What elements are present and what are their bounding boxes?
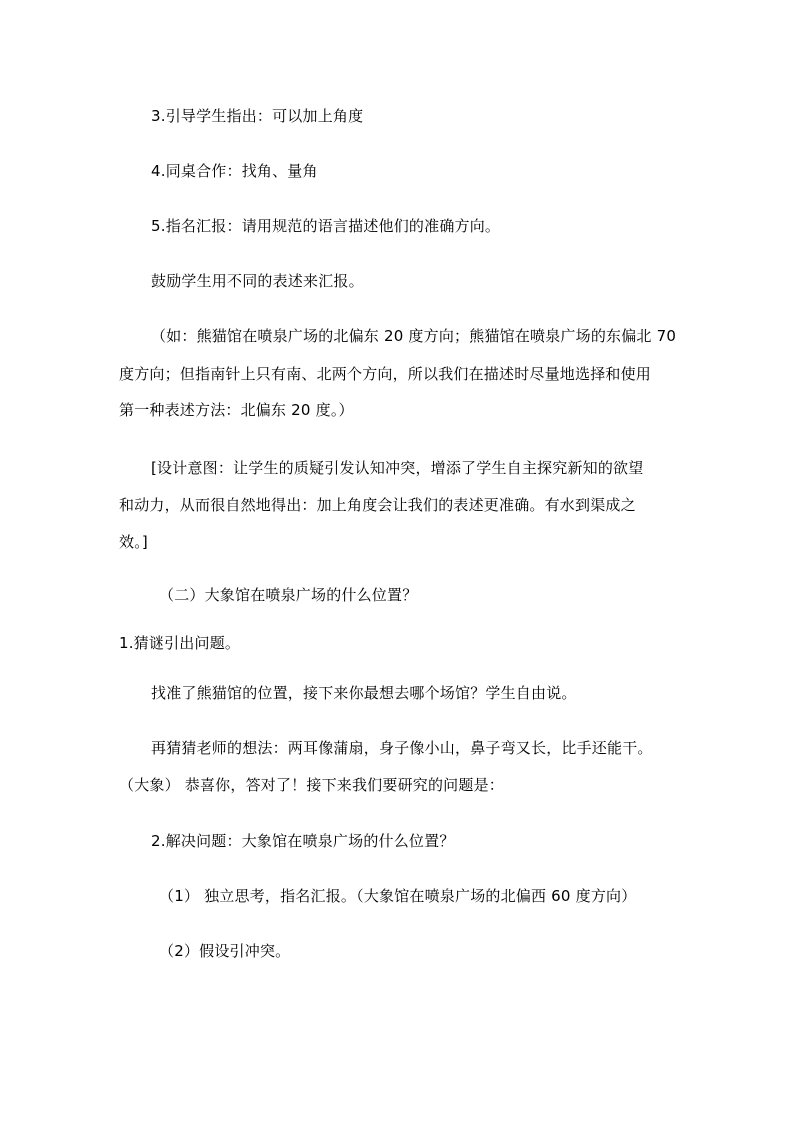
section-heading-2: （二）大象馆在喷泉广场的什么位置？ [159, 586, 418, 604]
example-line-3: 第一种表述方法：北偏东 20 度。） [119, 401, 354, 419]
example-line-1: （如：熊猫馆在喷泉广场的北偏东 20 度方向；熊猫馆在喷泉广场的东偏北 70 [151, 327, 677, 345]
step-3-text: 3.引导学生指出：可以加上角度 [151, 107, 364, 125]
step-1-riddle: 1.猜谜引出问题。 [119, 634, 241, 652]
paragraph-next-venue: 找准了熊猫馆的位置，接下来你最想去哪个场馆？学生自由说。 [151, 684, 577, 702]
example-line-2: 度方向；但指南针上只有南、北两个方向，所以我们在描述时尽量地选择和使用 [119, 365, 652, 383]
riddle-line-1: 再猜猜老师的想法：两耳像蒲扇，身子像小山，鼻子弯又长，比手还能干。 [151, 739, 653, 757]
sub-step-2: （2）假设引冲突。 [159, 942, 291, 960]
step-2-solve: 2.解决问题：大象馆在喷泉广场的什么位置？ [151, 832, 455, 850]
riddle-line-2: （大象） 恭喜你，答对了！接下来我们要研究的问题是： [119, 776, 504, 794]
step-5-text: 5.指名汇报：请用规范的语言描述他们的准确方向。 [151, 217, 501, 235]
design-intent-line-3: 效。] [119, 533, 148, 551]
design-intent-line-2: 和动力，从而很自然地得出：加上角度会让我们的表述更准确。有水到渠成之 [119, 496, 636, 514]
sub-step-1: （1） 独立思考，指名汇报。（大象馆在喷泉广场的北偏西 60 度方向） [159, 887, 637, 905]
design-intent-line-1: [设计意图：让学生的质疑引发认知冲突，增添了学生自主探究新知的欲望 [151, 459, 644, 477]
step-4-text: 4.同桌合作：找角、量角 [151, 162, 318, 180]
paragraph-encourage: 鼓励学生用不同的表述来汇报。 [151, 272, 364, 290]
